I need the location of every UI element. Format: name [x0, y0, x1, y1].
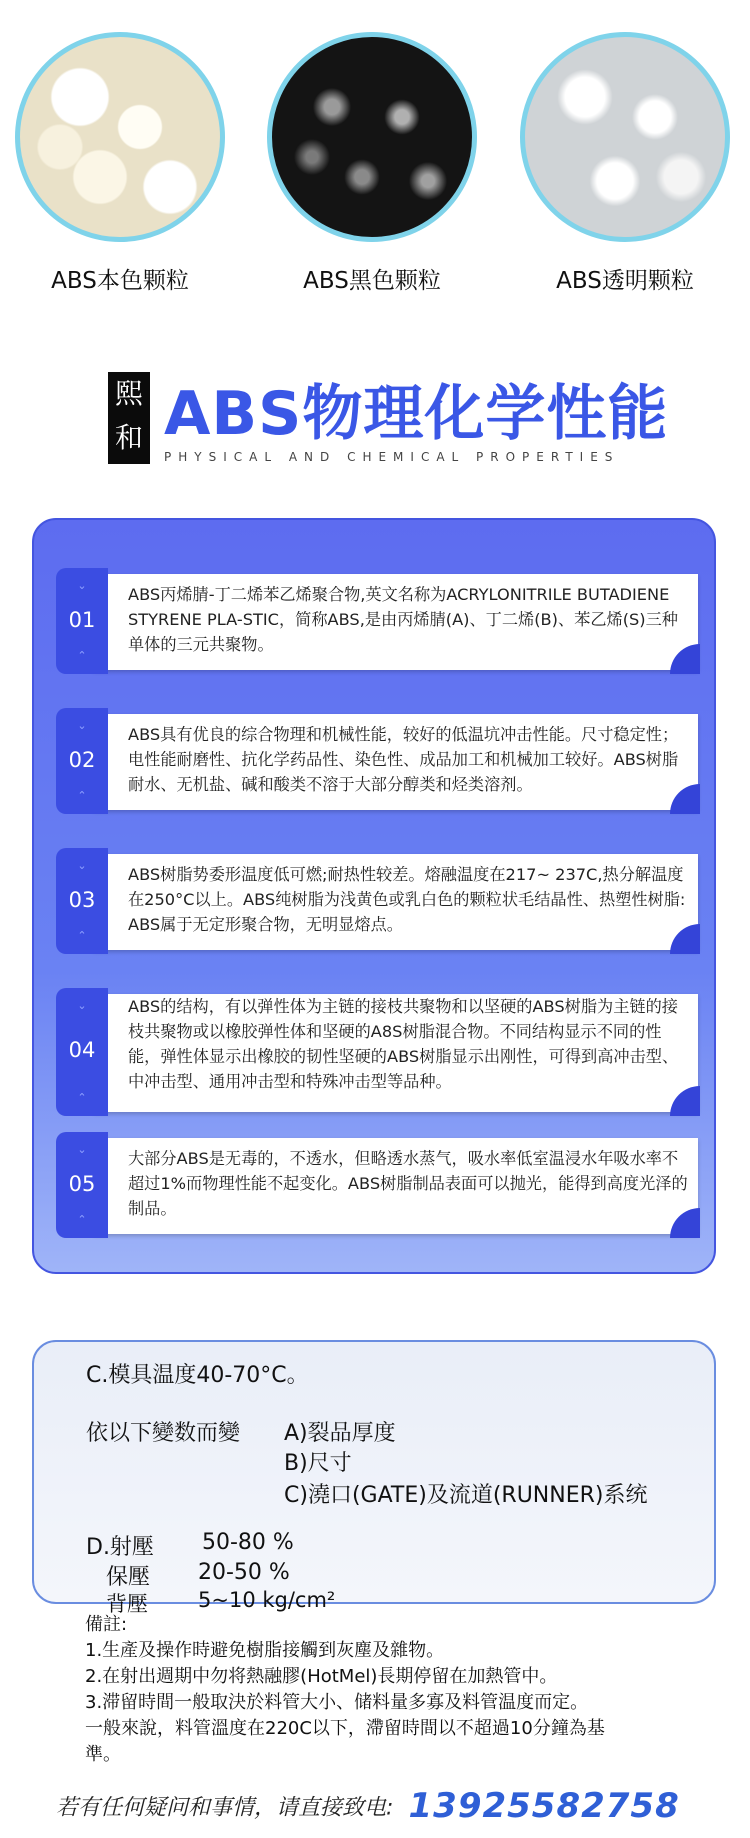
holding-pressure-label: 保壓 — [106, 1565, 151, 1590]
property-item-04 — [56, 988, 696, 1116]
chevron-down-icon: ⌄ — [77, 719, 87, 732]
depends-label: 依以下變数而變 — [86, 1421, 241, 1446]
injection-pressure-value: 50-80 % — [202, 1530, 294, 1555]
item-text: ABS的结构，有以弹性体为主链的接枝共聚物和以坚硬的ABS树脂为主链的接枝共聚物或以橡胶弹性体和坚硬的A8S树脂混合物。不同结构显示不同的性能，弹性体显示出橡胶的韧性坚硬的ABS树脂显示出刚性，可得到高冲击型、中冲击型、通用冲击型和特殊冲击型等品种。 — [128, 997, 679, 1091]
item-text: ABS具有优良的综合物理和机械性能，较好的低温坑冲击性能。尺寸稳定性；电性能耐磨性、抗化学药品性、染色性、成品加工和机械加工较好。ABS树脂耐水、无机盐、碱和酸类不溶于大部分醇类和烃类溶剂。 — [128, 725, 679, 794]
mold-temperature: C.模具温度40-70°C。 — [86, 1363, 309, 1388]
item-number: 03 — [68, 888, 96, 912]
phone-number[interactable]: 13925582758 — [408, 1786, 680, 1826]
properties-panel — [32, 518, 716, 1274]
factor-b: B)尺寸 — [284, 1451, 352, 1476]
note-line: 準。 — [85, 1744, 121, 1765]
property-item-03 — [56, 848, 696, 954]
badge-char-top: 熙 — [114, 377, 143, 410]
chevron-down-icon: ⌄ — [77, 1143, 87, 1156]
property-item-01 — [56, 568, 696, 674]
injection-pressure-label: D.射壓 — [86, 1535, 154, 1560]
product-natural — [10, 0, 230, 295]
note-line: 3.滞留時間一般取決於料管大小、储料量多寡及料管温度而定。 — [85, 1692, 589, 1713]
page-title: ABS物理化学性能 — [164, 379, 669, 449]
item-number: 01 — [68, 608, 96, 632]
item-number: 02 — [68, 748, 96, 772]
chevron-up-icon: ⌃ — [77, 1213, 87, 1226]
product-gallery — [0, 0, 750, 310]
item-text: ABS丙烯腈-丁二烯苯乙烯聚合物,英文名称为ACRYLONITRILE BUTADIENE STYRENE PLA-STIC，简称ABS,是由丙烯腈(A)、丁二烯(B)、苯乙烯(S)三种单体的三元共聚物。 — [128, 585, 678, 654]
section-title — [108, 372, 728, 472]
property-item-05 — [56, 1132, 696, 1238]
chevron-down-icon: ⌄ — [77, 579, 87, 592]
back-pressure-value: 5~10 kg/cm² — [198, 1588, 336, 1612]
natural-pellets-image — [15, 32, 225, 242]
product-transparent — [515, 0, 735, 295]
chevron-down-icon: ⌄ — [77, 859, 87, 872]
item-text: 大部分ABS是无毒的，不透水，但略透水蒸气，吸水率低室温浸水年吸水率不超过1%而物理性能不起变化。ABS树脂制品表面可以抛光，能得到高度光泽的制品。 — [128, 1149, 688, 1218]
chevron-up-icon: ⌃ — [77, 1091, 87, 1104]
product-label: ABS本色颗粒 — [51, 268, 189, 294]
brand-badge — [108, 372, 150, 464]
black-pellets-image — [267, 32, 477, 242]
note-line: 1.生產及操作時避免樹脂接觸到灰塵及雜物。 — [85, 1640, 445, 1661]
product-black — [262, 0, 482, 295]
notes-heading: 備註: — [85, 1614, 128, 1635]
product-label: ABS黑色颗粒 — [303, 268, 441, 294]
note-line: 2.在射出週期中勿将熱融膠(HotMel)長期停留在加熱管中。 — [85, 1666, 558, 1687]
item-number: 05 — [68, 1172, 96, 1196]
chevron-down-icon: ⌄ — [77, 999, 87, 1012]
chevron-up-icon: ⌃ — [77, 929, 87, 942]
back-pressure-label: 背壓 — [106, 1592, 148, 1616]
property-item-02 — [56, 708, 696, 814]
chevron-up-icon: ⌃ — [77, 789, 87, 802]
product-label: ABS透明颗粒 — [556, 268, 694, 294]
note-line: 一般來說，料管溫度在220C以下，滯留時間以不超過10分鐘為基 — [85, 1718, 605, 1739]
item-number: 04 — [68, 1038, 96, 1062]
factor-a: A)裂品厚度 — [284, 1421, 396, 1446]
notes-section — [85, 1612, 705, 1768]
factor-c: C)澆口(GATE)及流道(RUNNER)系统 — [284, 1483, 648, 1508]
contact-footer — [56, 1786, 746, 1826]
item-text: ABS树脂势委形温度低可燃;耐热性较差。熔融温度在217~ 237C,热分解温度在250°C以上。ABS纯树脂为浅黄色或乳白色的颗粒状毛结晶性、热塑性树脂: ABS属于无定形聚合物，无明显熔点。 — [128, 865, 686, 934]
transparent-pellets-image — [520, 32, 730, 242]
contact-prompt: 若有任何疑问和事情，请直接致电: — [56, 1795, 394, 1821]
holding-pressure-value: 20-50 % — [198, 1560, 290, 1585]
molding-settings-box — [32, 1340, 716, 1616]
page-subtitle: PHYSICAL AND CHEMICAL PROPERTIES — [164, 450, 620, 464]
badge-char-bottom: 和 — [114, 421, 143, 454]
chevron-up-icon: ⌃ — [77, 649, 87, 662]
